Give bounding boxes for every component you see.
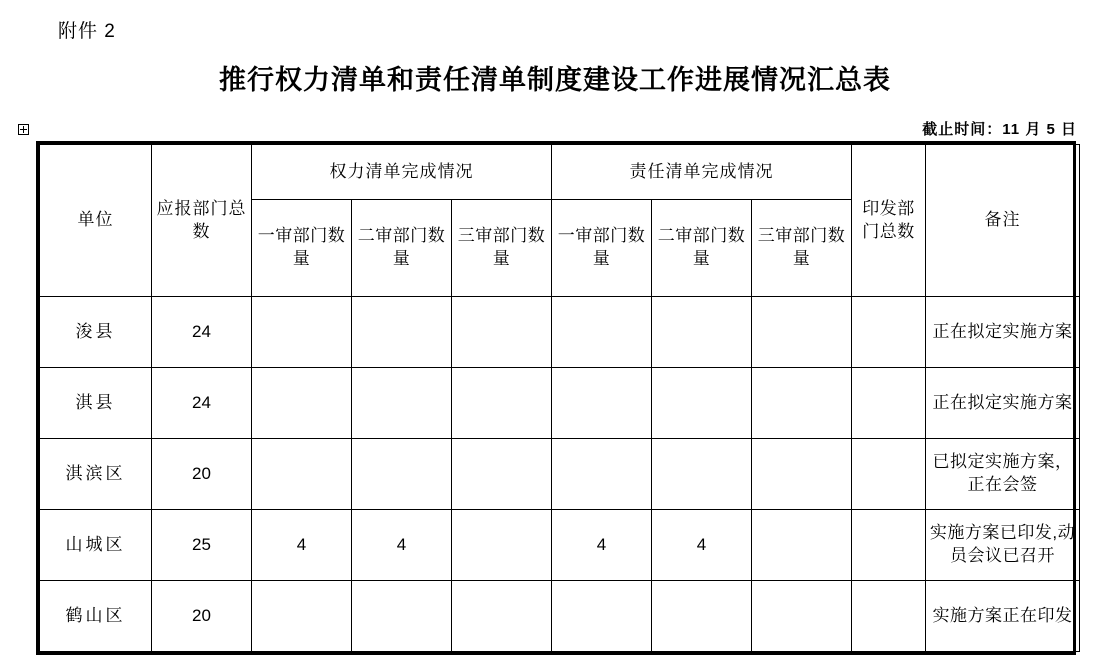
header-duty-third-review: 三审部门数量 [752, 200, 852, 297]
cell-total: 25 [152, 510, 252, 581]
cell-unit: 鹤山区 [40, 581, 152, 652]
table-row [40, 297, 1080, 368]
cell-power-second [352, 297, 452, 368]
cell-duty-second [652, 581, 752, 652]
cell-power-third [452, 368, 552, 439]
cell-remark: 实施方案正在印发 [926, 581, 1080, 652]
cell-power-first [252, 439, 352, 510]
cell-remark: 正在拟定实施方案 [926, 368, 1080, 439]
header-issued-departments: 印发部门总数 [852, 145, 926, 297]
table-row [40, 581, 1080, 652]
cell-power-second [352, 439, 452, 510]
header-power-first-review: 一审部门数量 [252, 200, 352, 297]
cell-duty-third [752, 510, 852, 581]
cell-duty-first [552, 581, 652, 652]
cell-issued [852, 439, 926, 510]
cell-remark: 实施方案已印发,动员会议已召开 [926, 510, 1080, 581]
header-unit: 单位 [40, 145, 152, 297]
attachment-label: 附件 2 [58, 21, 116, 42]
cell-total: 24 [152, 297, 252, 368]
cell-remark: 已拟定实施方案，正在会签 [926, 439, 1080, 510]
cell-duty-first: 4 [552, 510, 652, 581]
header-duty-first-review: 一审部门数量 [552, 200, 652, 297]
cell-total: 24 [152, 368, 252, 439]
deadline-text: 截止时间：11 月 5 日 [922, 121, 1077, 138]
summary-table [39, 144, 1080, 652]
cell-duty-first [552, 368, 652, 439]
cell-power-first [252, 581, 352, 652]
cell-duty-second [652, 368, 752, 439]
cell-power-second [352, 581, 452, 652]
cell-total: 20 [152, 581, 252, 652]
cell-remark: 正在拟定实施方案 [926, 297, 1080, 368]
cell-issued [852, 368, 926, 439]
table-header-row-top [40, 145, 1080, 200]
cell-duty-second [652, 439, 752, 510]
cell-power-third [452, 510, 552, 581]
cell-issued [852, 581, 926, 652]
cell-unit: 山城区 [40, 510, 152, 581]
cell-power-third [452, 439, 552, 510]
cell-power-third [452, 297, 552, 368]
cell-total: 20 [152, 439, 252, 510]
header-duty-second-review: 二审部门数量 [652, 200, 752, 297]
cell-power-second [352, 368, 452, 439]
header-duty-list-group: 责任清单完成情况 [552, 145, 852, 200]
cell-issued [852, 297, 926, 368]
cell-power-first: 4 [252, 510, 352, 581]
cell-power-third [452, 581, 552, 652]
cell-duty-third [752, 297, 852, 368]
cell-duty-second [652, 297, 752, 368]
page-title: 推行权力清单和责任清单制度建设工作进展情况汇总表 [219, 65, 891, 95]
header-remarks: 备注 [926, 145, 1080, 297]
cell-unit: 淇县 [40, 368, 152, 439]
cell-duty-third [752, 368, 852, 439]
cell-duty-first [552, 439, 652, 510]
cell-duty-second: 4 [652, 510, 752, 581]
header-power-second-review: 二审部门数量 [352, 200, 452, 297]
cell-power-second: 4 [352, 510, 452, 581]
table-row [40, 510, 1080, 581]
header-power-third-review: 三审部门数量 [452, 200, 552, 297]
cell-issued [852, 510, 926, 581]
cell-power-first [252, 368, 352, 439]
table-anchor-icon [18, 124, 29, 135]
header-power-list-group: 权力清单完成情况 [252, 145, 552, 200]
table-row [40, 368, 1080, 439]
cell-duty-first [552, 297, 652, 368]
cell-power-first [252, 297, 352, 368]
summary-table-container [36, 141, 1076, 655]
cell-unit: 浚县 [40, 297, 152, 368]
cell-duty-third [752, 581, 852, 652]
table-row [40, 439, 1080, 510]
cell-unit: 淇滨区 [40, 439, 152, 510]
cell-duty-third [752, 439, 852, 510]
header-total-departments: 应报部门总数 [152, 145, 252, 297]
